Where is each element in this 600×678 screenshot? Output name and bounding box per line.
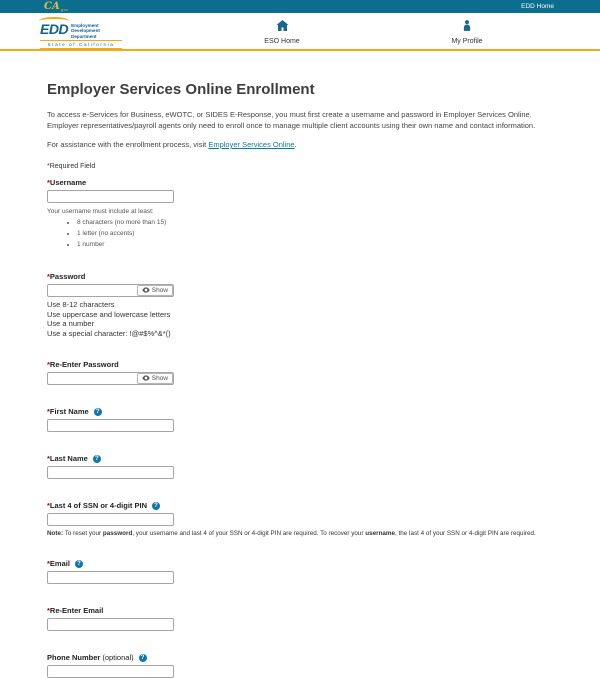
username-group bbox=[47, 178, 552, 248]
ca-gov-logo[interactable] bbox=[44, 2, 69, 12]
intro-paragraph: To access e-Services for Business, eWOTC, or SIDES E-Response, you must first create a username and password in Employer Services Online. Employer representatives/payroll agents only need to enroll once to manage multiple client accounts using their own name and contact information. bbox=[47, 110, 536, 130]
first-name-label: * First Name ? bbox=[47, 407, 552, 416]
ca-gov-logo-gov: gov bbox=[60, 6, 69, 12]
ssn-pin-label: * Last 4 of SSN or 4-digit PIN ? bbox=[47, 501, 552, 510]
nav-eso-home[interactable] bbox=[242, 18, 322, 45]
utility-bar bbox=[0, 0, 600, 13]
username-hint-item: • 8 characters (no more than 15) bbox=[77, 219, 552, 226]
required-asterisk: * bbox=[47, 606, 50, 615]
help-icon[interactable]: ? bbox=[93, 455, 101, 463]
help-icon[interactable]: ? bbox=[152, 502, 160, 510]
username-input[interactable] bbox=[47, 190, 174, 203]
assistance-text: For assistance with the enrollment process, visit Employer Services Online. bbox=[47, 140, 297, 149]
eye-icon bbox=[142, 287, 150, 295]
password-rule: Use a special character: !@#$%^&*() bbox=[47, 328, 171, 338]
eye-icon bbox=[142, 375, 150, 383]
last-name-label: * Last Name ? bbox=[47, 454, 552, 463]
required-asterisk: * bbox=[47, 559, 50, 568]
required-asterisk: * bbox=[47, 360, 50, 369]
last-name-group bbox=[47, 454, 552, 479]
page-title: Employer Services Online Enrollment bbox=[47, 81, 315, 98]
home-icon bbox=[276, 18, 289, 35]
required-asterisk: * bbox=[47, 272, 50, 281]
username-label: * Username bbox=[47, 178, 87, 187]
required-asterisk: * bbox=[47, 407, 50, 416]
edd-logo[interactable] bbox=[40, 16, 122, 50]
password-group bbox=[47, 272, 552, 338]
email-group bbox=[47, 559, 552, 584]
site-header bbox=[0, 13, 600, 49]
ca-gov-logo-ca: CA bbox=[44, 0, 60, 12]
password-rule: Use a number bbox=[47, 319, 95, 328]
nav-my-profile[interactable] bbox=[427, 18, 507, 45]
edd-home-link[interactable]: EDD Home bbox=[521, 3, 554, 10]
person-icon bbox=[462, 18, 472, 35]
required-asterisk: * bbox=[47, 454, 50, 463]
phone-optional-suffix: (optional) bbox=[102, 653, 134, 662]
first-name-group bbox=[47, 407, 552, 432]
ssn-pin-note: Note: To reset your password, your username and last 4 of your SSN or 4-digit PIN are required. To recover your username, the last 4 of your SSN or 4-digit PIN are required. bbox=[47, 530, 536, 537]
last-name-input[interactable] bbox=[47, 466, 174, 479]
ssn-pin-input[interactable] bbox=[47, 513, 174, 526]
password-rule: Use 8-12 characters bbox=[47, 300, 115, 309]
help-icon[interactable]: ? bbox=[139, 654, 147, 662]
help-icon[interactable]: ? bbox=[75, 560, 83, 568]
nav-eso-home-label: ESO Home bbox=[264, 38, 300, 45]
edd-logo-acronym: EDD bbox=[40, 21, 69, 37]
edd-logo-tagline: State of California bbox=[40, 40, 122, 50]
required-asterisk: * bbox=[47, 178, 50, 187]
email-input[interactable] bbox=[47, 571, 174, 584]
reenter-email-input[interactable] bbox=[47, 618, 174, 631]
phone-group bbox=[47, 653, 552, 678]
password-label: * Password bbox=[47, 272, 86, 281]
nav-my-profile-label: My Profile bbox=[451, 38, 483, 45]
first-name-input[interactable] bbox=[47, 419, 174, 432]
reenter-email-group bbox=[47, 606, 552, 631]
phone-input[interactable] bbox=[47, 665, 174, 678]
help-icon[interactable]: ? bbox=[94, 408, 102, 416]
password-show-button[interactable]: Show bbox=[137, 285, 173, 296]
username-hint-item: • 1 letter (no accents) bbox=[77, 230, 552, 237]
reenter-password-group bbox=[47, 360, 552, 385]
employer-services-online-link[interactable]: Employer Services Online bbox=[208, 140, 295, 149]
required-asterisk: * bbox=[47, 163, 50, 170]
username-hint-list bbox=[77, 219, 552, 248]
required-asterisk: * bbox=[47, 501, 50, 510]
username-hint-title: Your username must include at least: bbox=[47, 208, 154, 215]
edd-logo-department-name: Employment Development Department bbox=[71, 22, 100, 39]
username-hint-item: • 1 number bbox=[77, 241, 552, 248]
edd-logo-arc bbox=[39, 17, 69, 25]
email-label: * Email ? bbox=[47, 559, 552, 568]
phone-label: Phone Number (optional) ? bbox=[47, 653, 552, 662]
reenter-password-label: * Re-Enter Password bbox=[47, 360, 119, 369]
password-rules bbox=[47, 300, 552, 338]
ssn-pin-group bbox=[47, 501, 552, 537]
reenter-email-label: * Re-Enter Email bbox=[47, 606, 104, 615]
main-content bbox=[0, 51, 600, 678]
password-rule: Use uppercase and lowercase letters bbox=[47, 309, 171, 319]
reenter-password-show-button[interactable]: Show bbox=[137, 373, 173, 384]
required-field-note: *Required Field bbox=[47, 163, 96, 170]
